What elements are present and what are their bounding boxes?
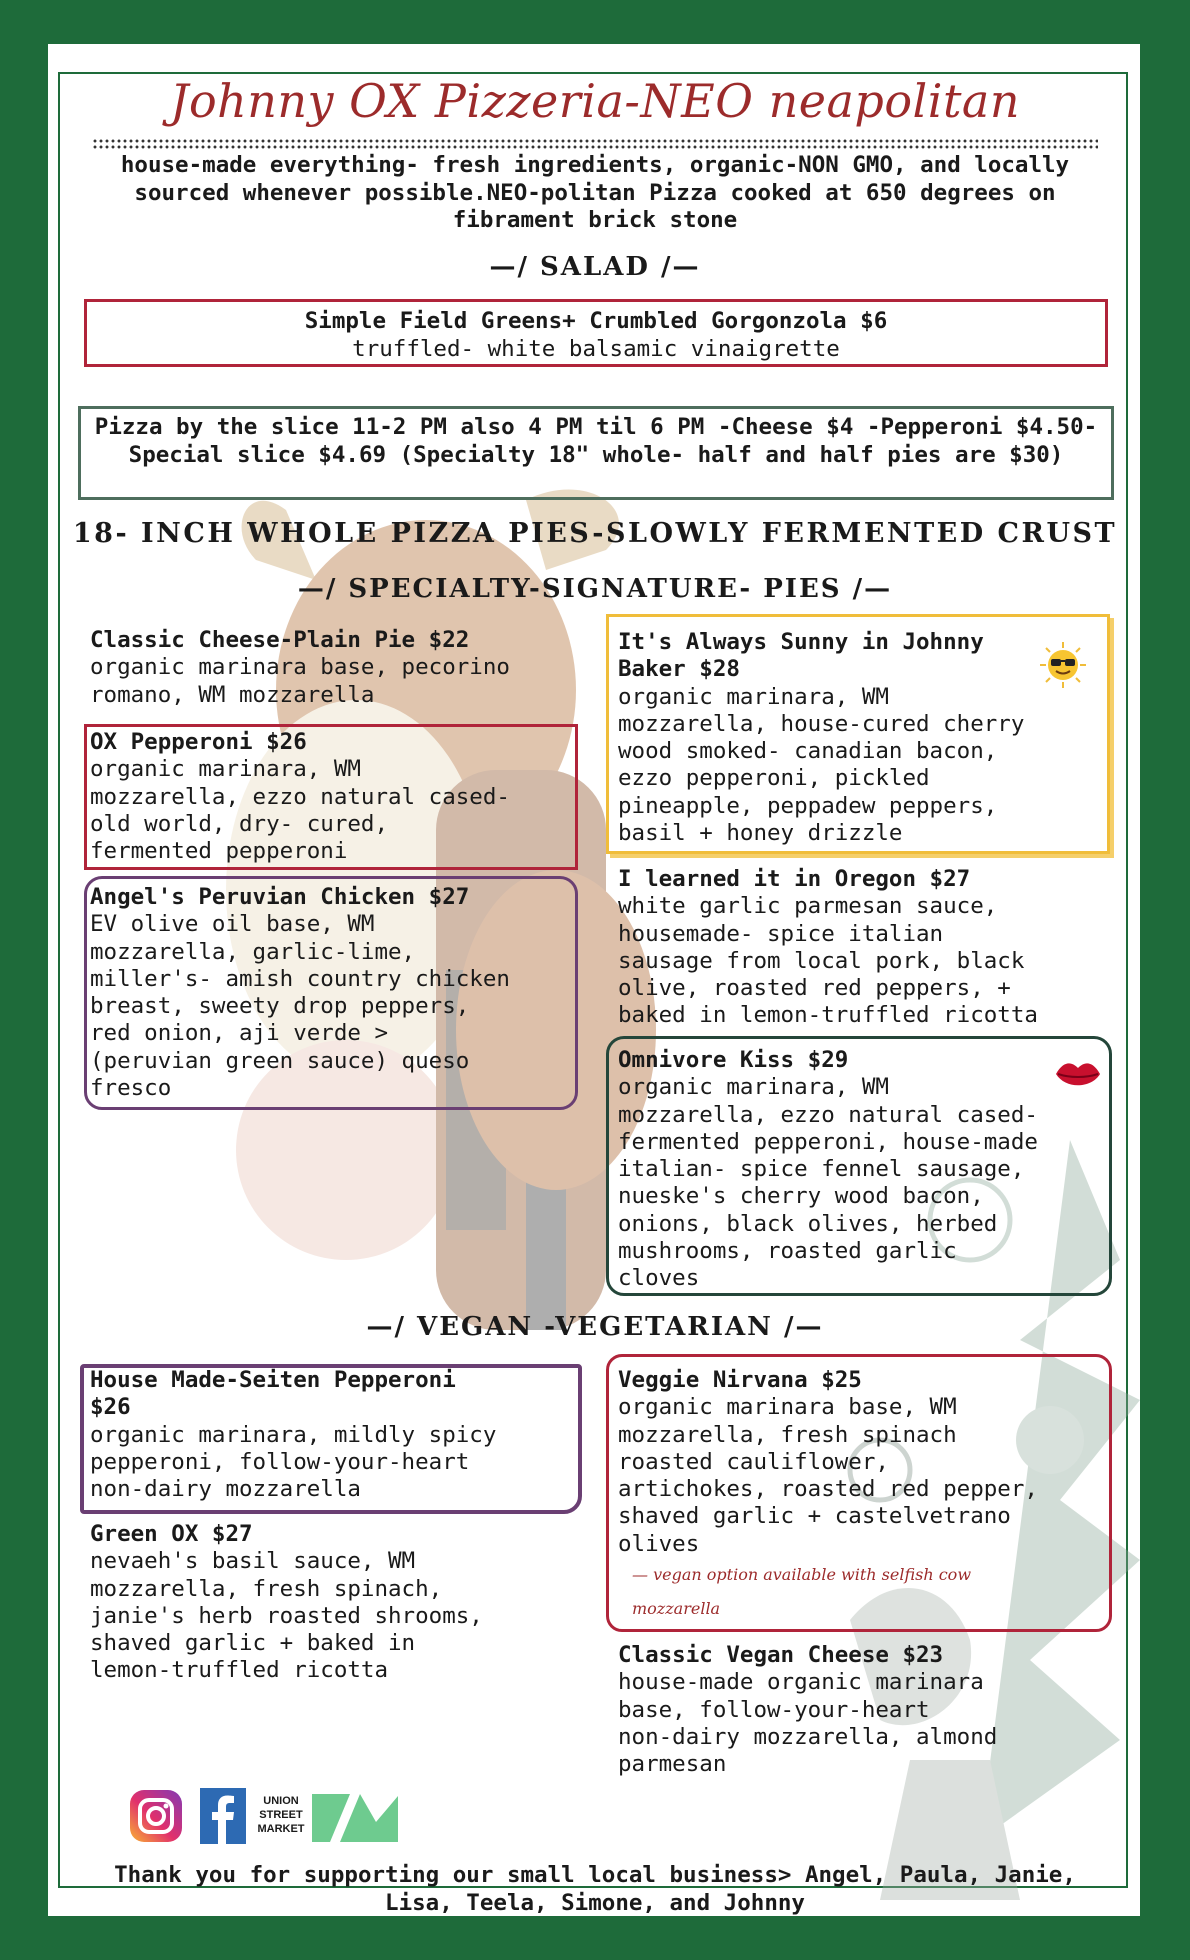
intro-text: house-made everything- fresh ingredients, organic-NON GMO, and locally sourced whenever possible.NEO-politan Pizza cooked at 650 degrees on fibrament brick stone bbox=[120, 152, 1070, 233]
restaurant-title: Johnny OX Pizzeria-NEO neapolitan bbox=[170, 74, 1020, 128]
facebook-icon[interactable] bbox=[200, 1788, 246, 1844]
item-name: House Made-Seiten Pepperoni $26 bbox=[90, 1367, 456, 1421]
specialty-heading: —/ SPECIALTY-SIGNATURE- PIES /— bbox=[297, 574, 893, 604]
dotted-divider bbox=[92, 138, 1098, 150]
salad-box bbox=[84, 299, 1108, 367]
kiss-lips-icon bbox=[1052, 1056, 1104, 1096]
sunglasses-emoji-icon bbox=[1040, 642, 1086, 688]
item-description: organic marinara base, pecorino romano, WM mozzarella bbox=[90, 654, 510, 708]
menu-item bbox=[90, 1521, 576, 1685]
item-name: Classic Vegan Cheese $23 bbox=[618, 1642, 944, 1668]
menu-item bbox=[90, 627, 580, 709]
salad-description: truffled- white balsamic vinaigrette bbox=[352, 335, 840, 362]
menu-item bbox=[618, 1047, 1108, 1293]
item-description: organic marinara base, WM mozzarella, fresh spinach roasted cauliflower, artichokes, roasted red pepper, shaved garlic + castelvetrano olives bbox=[618, 1394, 1038, 1557]
menu-item bbox=[618, 1367, 1108, 1626]
item-name: Angel's Peruvian Chicken $27 bbox=[90, 884, 470, 910]
union-logo-text: UNION STREET MARKET bbox=[257, 1795, 305, 1835]
menu-item bbox=[90, 729, 576, 865]
instagram-icon[interactable] bbox=[128, 1788, 184, 1844]
item-description: white garlic parmesan sauce, housemade- spice italian sausage from local pork, black olive, roasted red peppers, + baked in lemon-truffled ricotta bbox=[618, 893, 1038, 1029]
item-description: nevaeh's basil sauce, WM mozzarella, fresh spinach, janie's herb roasted shrooms, shaved garlic + baked in lemon-truffled ricotta bbox=[90, 1548, 483, 1684]
item-name: I learned it in Oregon $27 bbox=[618, 866, 971, 892]
item-description: organic marinara, WM mozzarella, ezzo natural cased- old world, dry- cured, fermented pepperoni bbox=[90, 756, 510, 865]
item-description: organic marinara, WM mozzarella, ezzo natural cased- fermented pepperoni, house-made italian- spice fennel sausage, nueske's cherry wood bacon, onions, black olives, herbed mushrooms, roasted garlic cloves bbox=[618, 1074, 1038, 1292]
salad-name: Simple Field Greens+ Crumbled Gorgonzola $6 bbox=[304, 308, 888, 334]
slice-notice: Pizza by the slice 11-2 PM also 4 PM til 6 PM -Cheese $4 -Pepperoni $4.50- Special slice $4.69 (Specialty 18" whole- half and half pies are $30) bbox=[94, 414, 1098, 468]
item-description: organic marinara, WM mozzarella, house-cured cherry wood smoked- canadian bacon, ezzo pepperoni, pickled pineapple, peppadew peppers, basil + honey drizzle bbox=[618, 683, 1025, 847]
menu-item bbox=[618, 629, 1106, 847]
menu-item bbox=[90, 1367, 576, 1503]
whole-pies-heading: 18- INCH WHOLE PIZZA PIES-SLOWLY FERMENTED CRUST bbox=[72, 518, 1118, 549]
item-description: organic marinara, mildly spicy pepperoni, follow-your-heart non-dairy mozzarella bbox=[90, 1421, 497, 1503]
item-name: It's Always Sunny in Johnny Baker $28 bbox=[618, 629, 984, 683]
item-name: Classic Cheese-Plain Pie $22 bbox=[90, 627, 470, 653]
slice-notice-box bbox=[78, 406, 1114, 500]
vegan-option-note: — vegan option available with selfish cow mozzarella bbox=[632, 1565, 972, 1619]
menu-item bbox=[618, 1642, 1108, 1778]
footer-thanks: Thank you for supporting our small local business> Angel, Paula, Janie, Lisa, Teela, Simone, and Johnny bbox=[114, 1862, 1076, 1916]
item-description: EV olive oil base, WM mozzarella, garlic-lime, miller's- amish country chicken breast, sweety drop peppers, red onion, aji verde > (peruvian green sauce) queso fresco bbox=[90, 911, 510, 1102]
union-street-market-logo[interactable] bbox=[256, 1788, 402, 1844]
vegan-heading: —/ VEGAN -VEGETARIAN /— bbox=[366, 1312, 824, 1342]
item-name: OX Pepperoni $26 bbox=[90, 729, 307, 755]
menu-item bbox=[618, 866, 1118, 1030]
item-description: house-made organic marinara base, follow-your-heart non-dairy mozzarella, almond parmesan bbox=[618, 1669, 998, 1778]
item-name: Veggie Nirvana $25 bbox=[618, 1367, 862, 1393]
item-name: Green OX $27 bbox=[90, 1521, 253, 1547]
item-name: Omnivore Kiss $29 bbox=[618, 1047, 849, 1073]
salad-heading: —/ SALAD /— bbox=[489, 252, 701, 282]
union-logo-mark bbox=[310, 1792, 400, 1844]
menu-item bbox=[90, 884, 576, 1102]
